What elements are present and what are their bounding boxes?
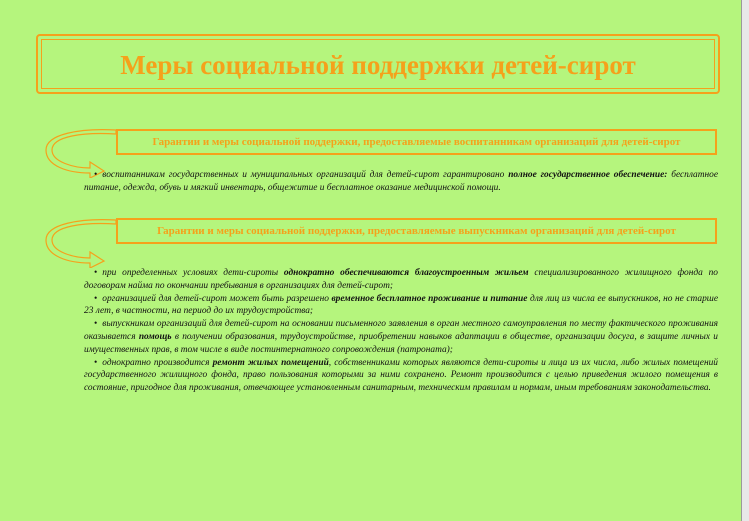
section-body — [84, 169, 718, 195]
title-frame — [36, 34, 720, 94]
bullet-icon: • — [94, 319, 98, 330]
section-heading: Гарантии и меры социальной поддержки, предоставляемые воспитанникам организаций для детей-сирот — [152, 136, 681, 148]
list-item: • однократно производится ремонт жилых помещений, собственниками которых являются дети-сироты и лица из их числа, либо жилых помещений государственного жилищного фонда, право пользования которыми за ними сохранено. Ремонт производится с целью приведения жилого помещения в состояние, пригодное для проживания, отвечающее установленным санитарным, техническим правилам и нормам, иным требованиям законодательства. — [84, 357, 718, 394]
list-item: • воспитанникам государственных и муниципальных организаций для детей-сирот гарантировано полное государственное обеспечение: бесплатное питание, одежда, обувь и мягкий инвентарь, общежитие и бесплатное оказание медицинской помощи. — [84, 170, 718, 193]
list-item: • выпускникам организаций для детей-сирот на основании письменного заявления в орган местного самоуправления по месту фактического проживания оказывается помощь в получении образования, трудоустройстве, приобретении навыков адаптации в обществе, организации досуга, в защите личных и имущественных прав, в том числе в виде постинтернатного сопровождения (патроната); — [84, 319, 718, 355]
section-heading-band — [116, 129, 717, 155]
bullet-icon: • — [94, 170, 98, 180]
bullet-icon: • — [94, 293, 98, 304]
curved-arrow-icon — [44, 218, 124, 268]
list-item: • при определенных условиях дети-сироты однократно обеспечиваются благоустроенным жильем специализированного жилищного фонда по договорам найма по окончании пребывания в организациях для детей-сирот; — [84, 268, 718, 291]
bullet-icon: • — [94, 357, 98, 368]
bullet-icon: • — [94, 268, 98, 278]
list-item: • организацией для детей-сирот может быть разрешено временное бесплатное проживание и питание для лиц из числа ее выпускников, но не старше 23 лет, в частности, на период до их трудоустройства; — [84, 293, 719, 317]
section-heading-band — [116, 218, 717, 244]
section-body — [84, 267, 718, 395]
slide-title: Меры социальной поддержки детей-сирот — [120, 50, 636, 80]
section-heading: Гарантии и меры социальной поддержки, предоставляемые выпускникам организаций для детей-сирот — [157, 225, 676, 237]
